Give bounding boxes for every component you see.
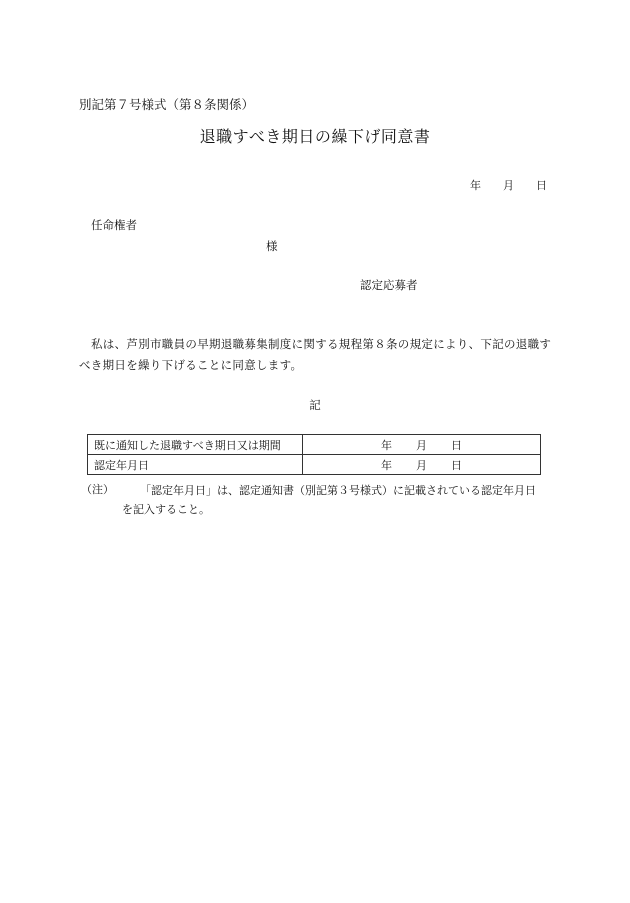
table-row (88, 435, 541, 455)
cell-year: 年 (381, 458, 392, 472)
cell-year: 年 (381, 438, 392, 452)
note-text (100, 481, 555, 519)
info-table (87, 434, 541, 475)
date-month: 月 (503, 179, 514, 192)
date-day: 日 (536, 179, 547, 192)
appointer-label: 任命権者 (91, 218, 137, 232)
cell-day: 日 (451, 458, 462, 472)
note-marker: （注） (81, 483, 114, 496)
cell-day: 日 (451, 438, 462, 452)
date-year: 年 (470, 179, 481, 192)
cell-month: 月 (416, 458, 427, 472)
table-row (88, 455, 541, 475)
table-cell-label: 認定年月日 (88, 455, 303, 475)
document-title: 退職すべき期日の繰下げ同意書 (199, 127, 431, 146)
note-line-2: を記入すること。 (122, 503, 210, 516)
consent-statement: 私は、芦別市職員の早期退職募集制度に関する規程第８条の規定により、下記の退職すべき期日を繰り下げることに同意します。 (79, 337, 552, 372)
table-cell-date[interactable] (303, 455, 541, 475)
table-cell-date[interactable] (303, 435, 541, 455)
table-cell-label: 既に通知した退職すべき期日又は期間 (88, 435, 303, 455)
ki-heading: 記 (309, 398, 321, 412)
date-line (470, 177, 547, 193)
cell-month: 月 (416, 438, 427, 452)
applicant-label: 認定応募者 (360, 278, 418, 292)
form-label: 別記第７号様式（第８条関係） (79, 97, 255, 112)
honorific-label: 様 (266, 239, 278, 253)
note-line-1: 「認定年月日」は、認定通知書（別記第３号様式）に記載されている認定年月日 (140, 484, 536, 497)
